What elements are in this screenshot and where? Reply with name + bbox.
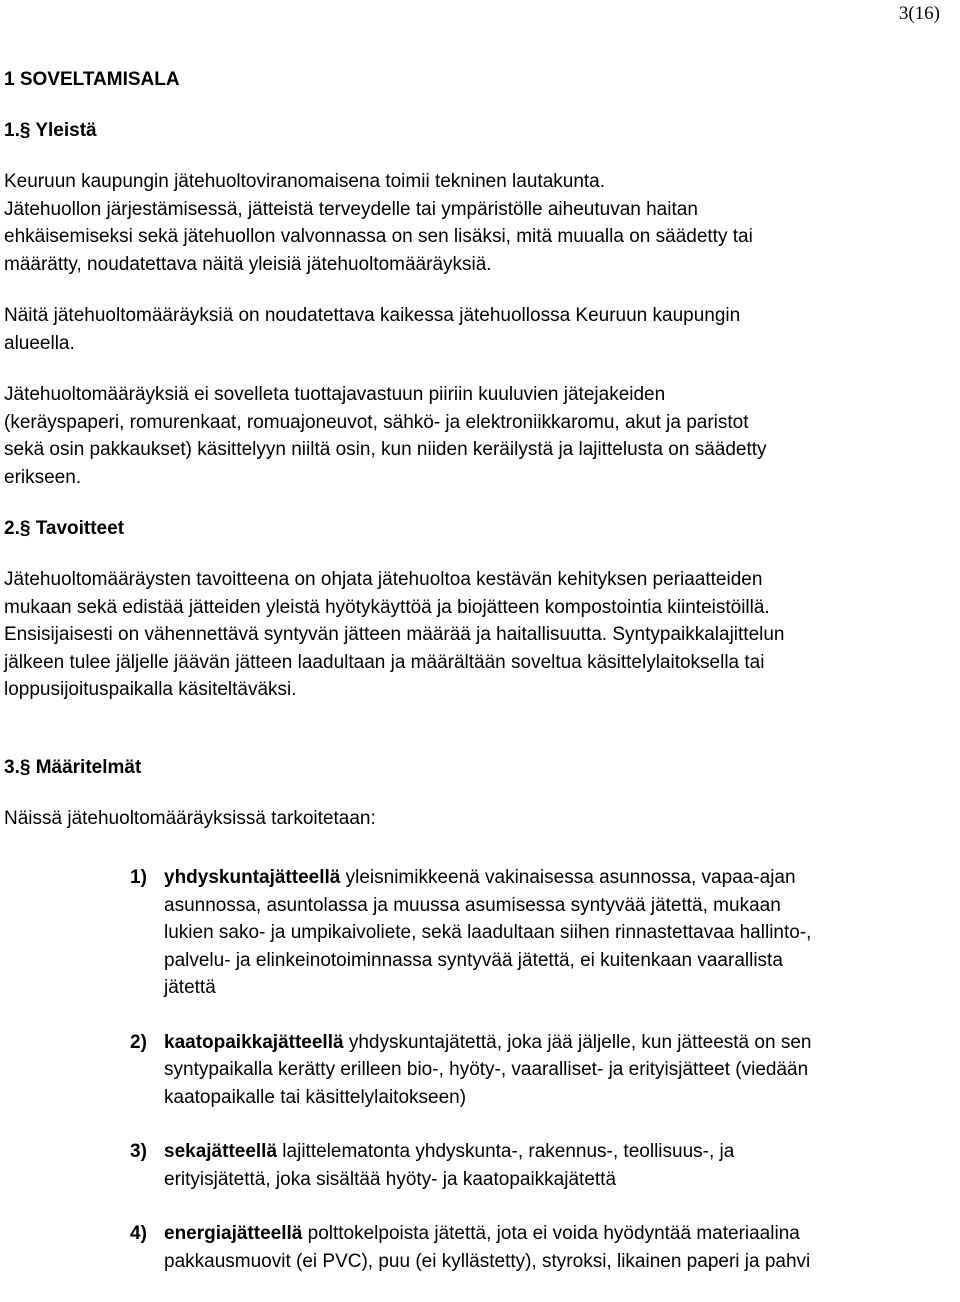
definition-number: 3): [130, 1141, 147, 1162]
text-line: jälkeen tulee jäljelle jäävän jätteen laadultaan ja määrältään soveltua käsittelylaitoksella tai: [4, 651, 765, 673]
section-heading-tavoitteet: 2.§ Tavoitteet: [4, 518, 125, 539]
paragraph-yleista-3: [4, 381, 960, 491]
definition-item: [4, 864, 960, 1002]
definition-text: asunnossa, asuntolassa ja muussa asumisessa syntyvää jätettä, mukaan: [164, 894, 781, 916]
definition-text: erityisjätettä, joka sisältää hyöty- ja kaatopaikkajätettä: [164, 1168, 617, 1190]
definition-list: [4, 864, 960, 1275]
text-line: mukaan sekä edistää jätteiden yleistä hyötykäyttöä ja biojätteen kompostointia kiinteistöillä.: [4, 596, 770, 618]
definition-term: sekajätteellä: [164, 1141, 278, 1162]
definition-number: 4): [130, 1223, 147, 1244]
definition-text: pakkausmuovit (ei PVC), puu (ei kyllästetty), styroksi, likainen paperi ja pahvi: [164, 1250, 811, 1272]
paragraph-maaritelmat-intro: Näissä jätehuoltomääräyksissä tarkoitetaan:: [4, 807, 376, 829]
text-line: Jätehuollon järjestämisessä, jätteistä terveydelle tai ympäristölle aiheutuvan haitan: [4, 198, 698, 220]
definition-item: [4, 1138, 960, 1193]
definition-text: kaatopaikalle tai käsittelylaitokseen): [164, 1086, 467, 1108]
definition-text: palvelu- ja elinkeinotoiminnassa syntyvää jätettä, ei kuitenkaan vaarallista: [164, 949, 783, 971]
text-line: erikseen.: [4, 466, 82, 488]
text-line: Ensisijaisesti on vähennettävä syntyvän jätteen määrää ja haitallisuutta. Syntypaikkalajittelun: [4, 624, 785, 645]
text-line: loppusijoituspaikalla käsiteltäväksi.: [4, 679, 297, 700]
text-line: ehkäisemiseksi sekä jätehuollon valvonnassa on sen lisäksi, mitä muualla on säädetty tai: [4, 226, 753, 247]
page-number: 3(16): [898, 3, 940, 24]
text-line: (keräyspaperi, romurenkaat, romuajoneuvot, sähkö- ja elektroniikkaromu, akut ja paristot: [4, 411, 749, 433]
definition-text: lukien sako- ja umpikaivoliete, sekä laadultaan siihen rinnastettavaa hallinto-,: [164, 922, 812, 943]
text-line: Keuruun kaupungin jätehuoltoviranomaisena toimii tekninen lautakunta.: [4, 171, 606, 192]
text-line: alueella.: [4, 332, 75, 354]
definition-text: lajittelematonta yhdyskunta-, rakennus-, teollisuus-, ja: [277, 1141, 735, 1162]
definition-number: 2): [130, 1031, 147, 1053]
text-line: määrätty, noudatettava näitä yleisiä jätehuoltomääräyksiä.: [4, 253, 492, 275]
definition-term: yhdyskuntajätteellä: [164, 867, 341, 888]
definition-text: polttokelpoista jätettä, jota ei voida hyödyntää materiaalina: [302, 1223, 800, 1244]
section-heading-maaritelmat: 3.§ Määritelmät: [4, 756, 142, 778]
section-heading-soveltamisala: 1 SOVELTAMISALA: [4, 69, 180, 90]
definition-text: yleisnimikkeenä vakinaisessa asunnossa, vapaa-ajan: [340, 867, 796, 888]
text-line: sekä osin pakkaukset) käsittelyyn niiltä osin, kun niiden keräilystä ja lajittelusta on säädetty: [4, 439, 767, 460]
definition-number: 1): [130, 867, 147, 888]
document-body: [4, 66, 960, 1302]
definition-item: [4, 1220, 960, 1275]
definition-term: energiajätteellä: [164, 1223, 303, 1244]
definition-term: kaatopaikkajätteellä: [164, 1031, 344, 1053]
definition-text: jätettä: [164, 977, 216, 998]
text-line: Jätehuoltomääräyksiä ei sovelleta tuottajavastuun piiriin kuuluvien jätejakeiden: [4, 384, 666, 405]
definition-item: [4, 1029, 960, 1112]
definition-text: syntypaikalla kerätty erilleen bio-, hyöty-, vaaralliset- ja erityisjätteet (viedään: [164, 1059, 809, 1080]
section-heading-yleista: 1.§ Yleistä: [4, 120, 97, 141]
paragraph-yleista-2: [4, 302, 960, 357]
text-line: Jätehuoltomääräysten tavoitteena on ohjata jätehuoltoa kestävän kehityksen periaatteiden: [4, 569, 763, 590]
paragraph-tavoitteet: [4, 566, 960, 704]
definition-text: yhdyskuntajätettä, joka jää jäljelle, kun jätteestä on sen: [343, 1031, 812, 1053]
text-line: Näitä jätehuoltomääräyksiä on noudatettava kaikessa jätehuollossa Keuruun kaupungin: [4, 305, 741, 326]
paragraph-yleista-1: [4, 168, 960, 278]
